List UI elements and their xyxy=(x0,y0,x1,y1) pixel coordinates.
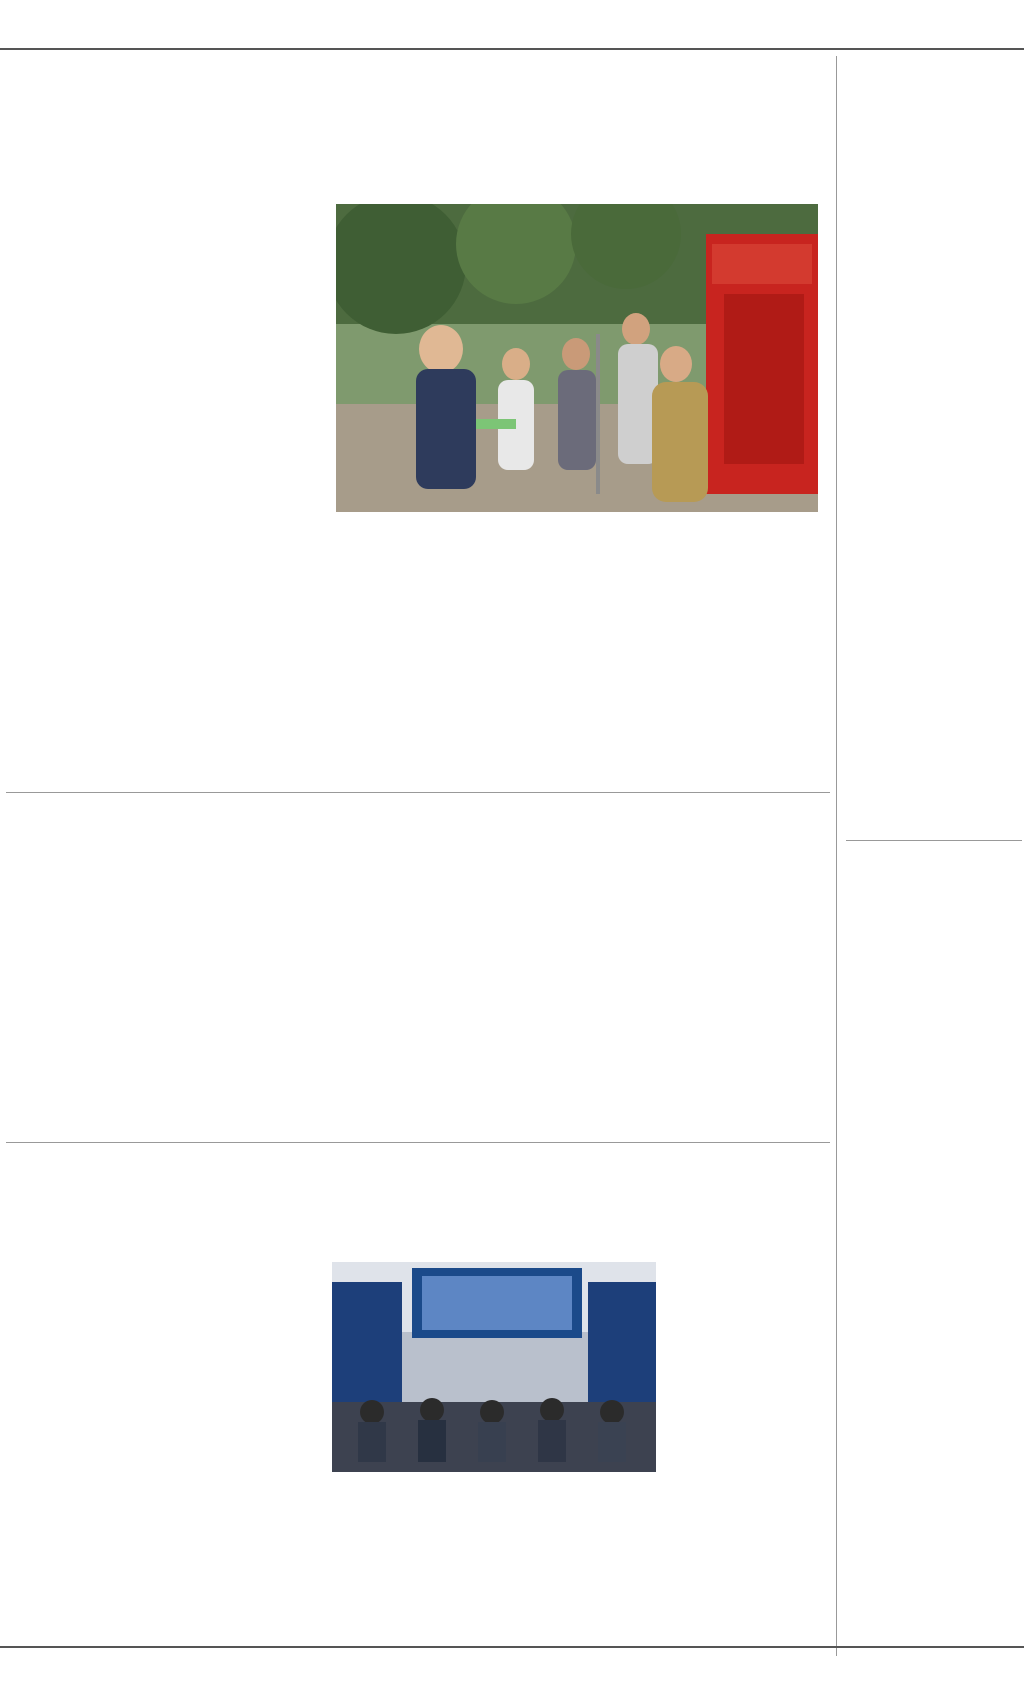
rule-side2-top xyxy=(846,840,1022,841)
divider-right-1 xyxy=(836,56,837,1656)
article3-column-2 xyxy=(168,1258,316,1638)
article3-column-1 xyxy=(6,1258,154,1638)
energy-event-photo xyxy=(332,1262,656,1472)
article3-column-4 xyxy=(668,1258,818,1638)
article1-column-3 xyxy=(168,650,314,760)
footer-rule xyxy=(0,1646,1024,1648)
article1-column-1 xyxy=(6,200,152,760)
energy-event-photo-illustration xyxy=(332,1262,656,1472)
rule-article2-top xyxy=(6,792,830,793)
side2-body xyxy=(856,926,1016,1646)
rule-article3-top xyxy=(6,1142,830,1143)
forest-fire-photo xyxy=(336,204,818,512)
forest-fire-photo-illustration xyxy=(336,204,818,512)
article2-body xyxy=(6,900,830,1112)
article3-column-3 xyxy=(332,1512,656,1638)
article1-column-4 xyxy=(332,538,818,760)
page-header xyxy=(0,0,1024,50)
side1-body xyxy=(856,188,1016,788)
header-rule xyxy=(0,48,1024,50)
